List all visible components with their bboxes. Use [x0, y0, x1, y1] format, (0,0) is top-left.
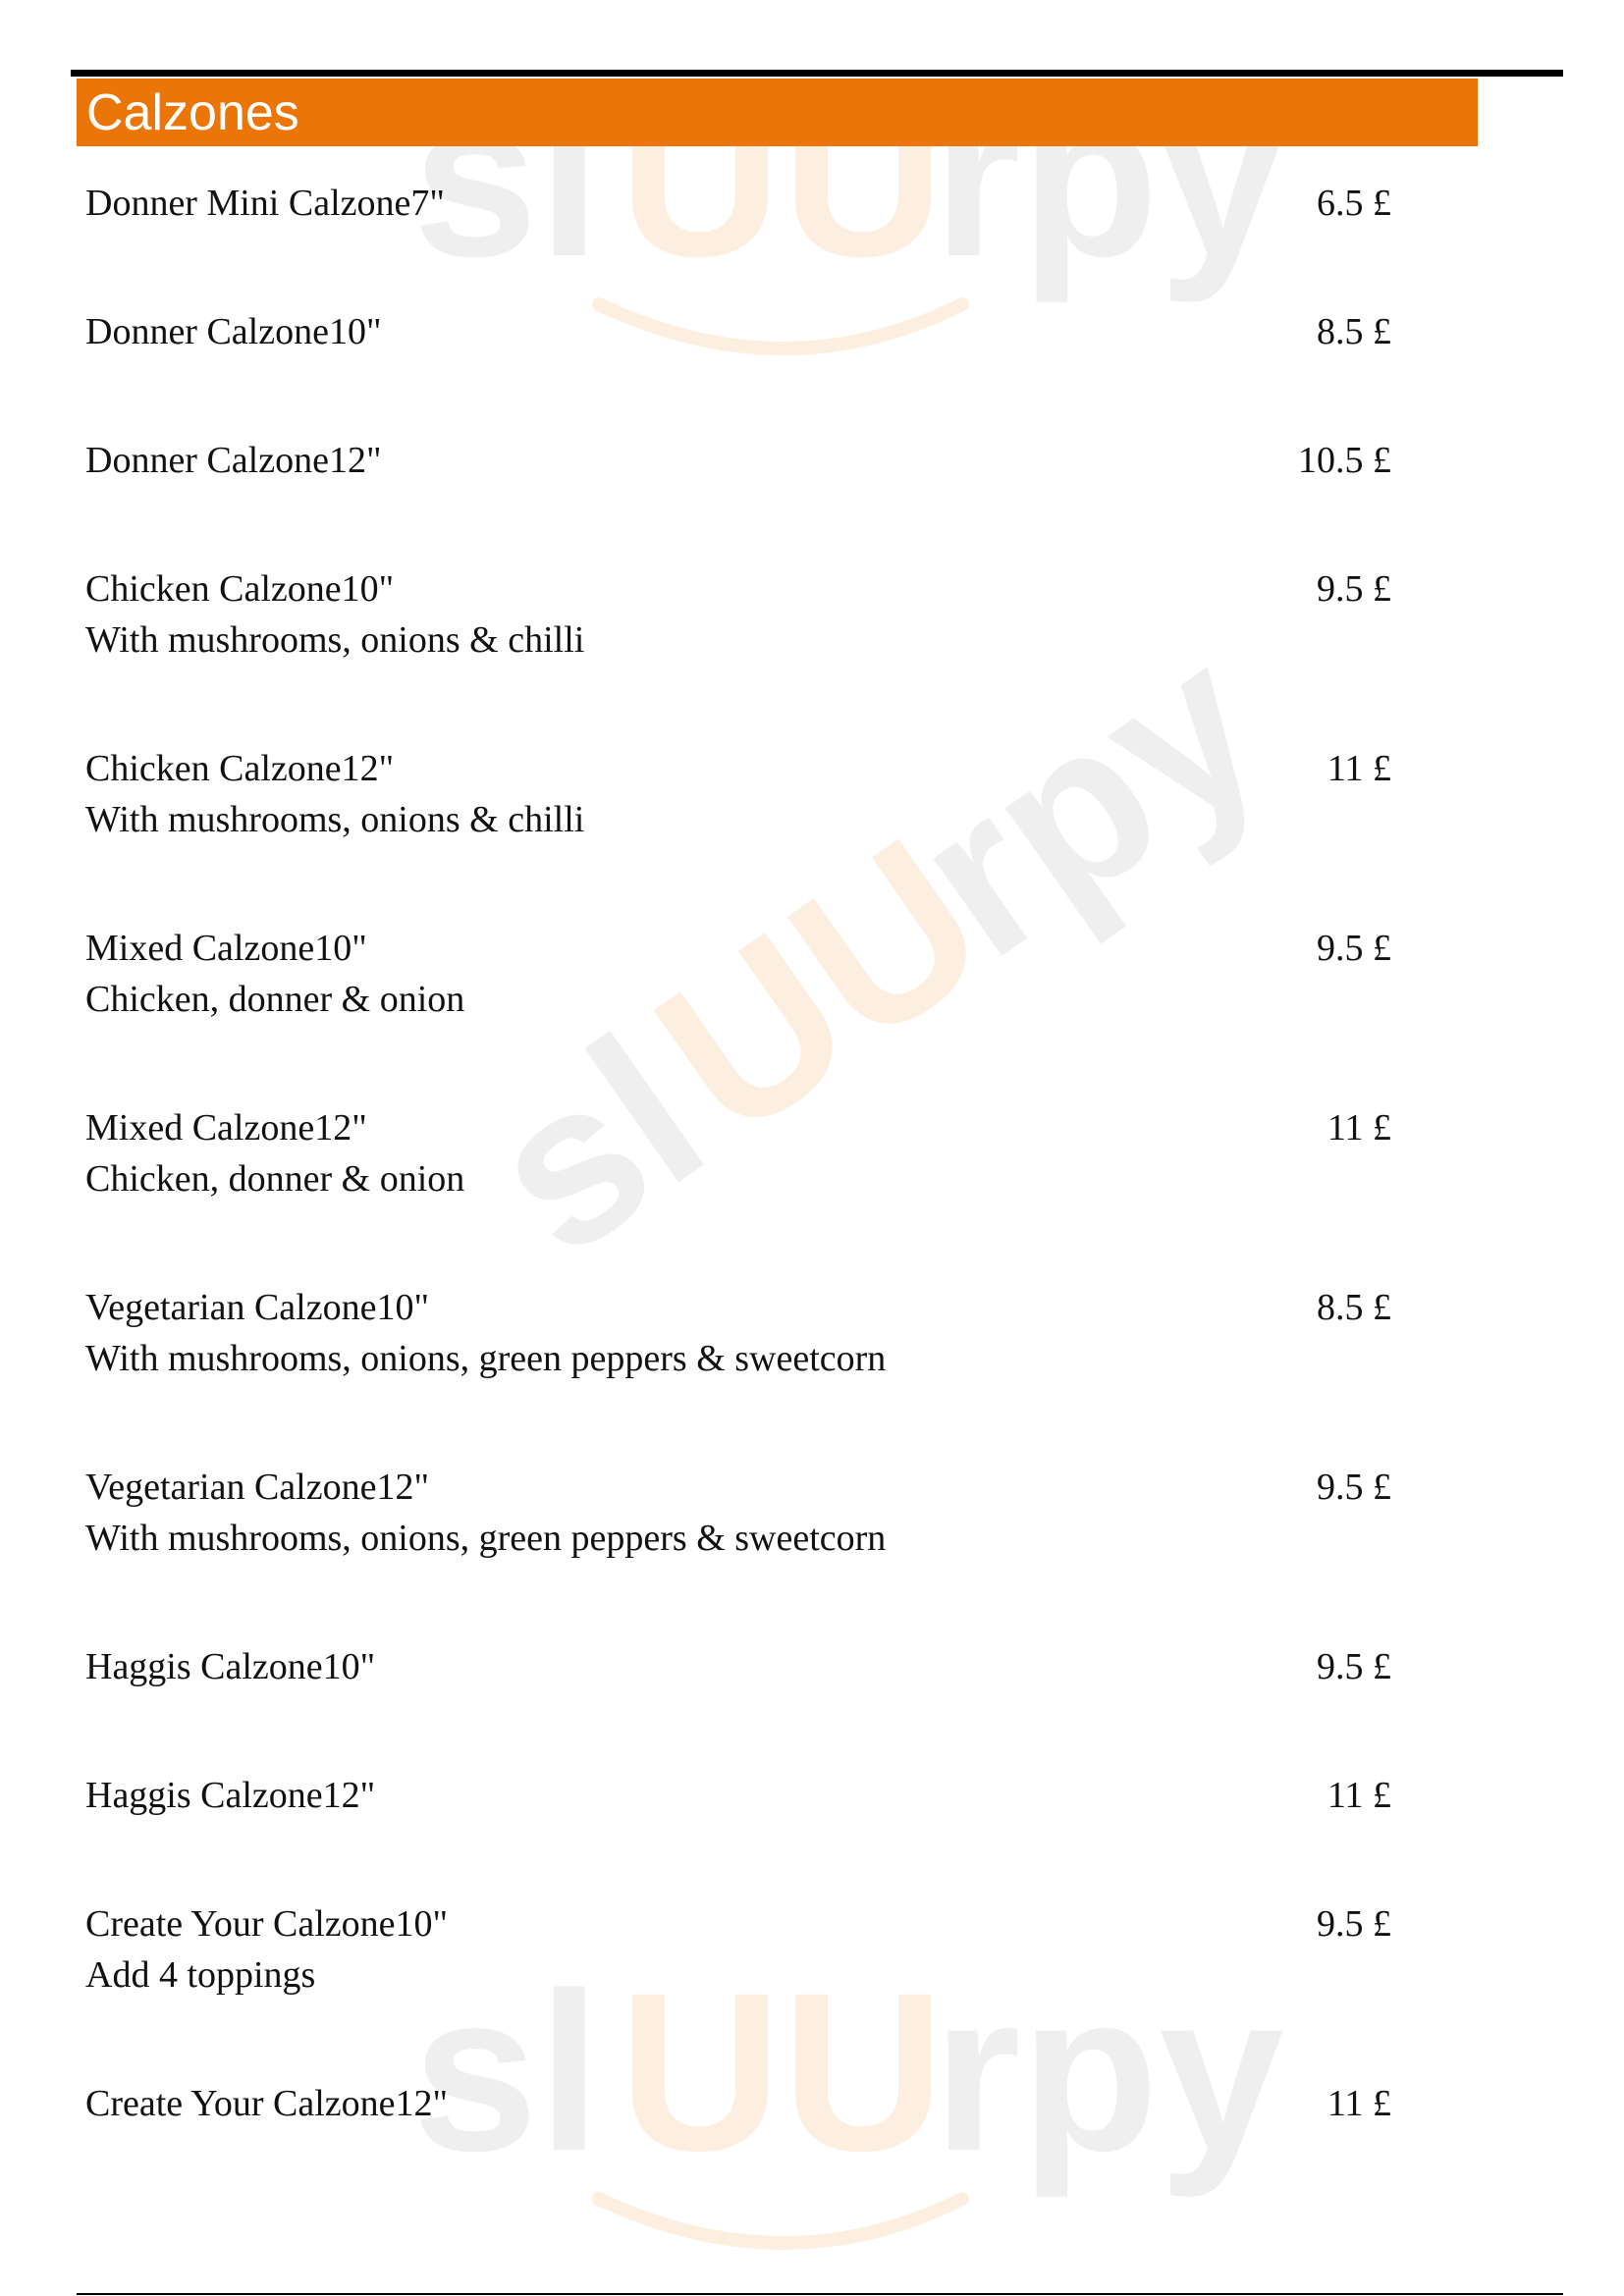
svg-text:UU: UU	[619, 1946, 946, 2198]
menu-item	[85, 746, 1391, 854]
menu-item	[85, 1465, 1391, 1573]
item-name: Vegetarian Calzone12"	[85, 1467, 429, 1508]
item-price: 11 £	[1326, 1107, 1391, 1148]
item-name: Haggis Calzone12"	[85, 1775, 376, 1816]
menu-item	[85, 566, 1391, 674]
item-price: 11 £	[1326, 2083, 1391, 2124]
svg-text:rpy: rpy	[933, 51, 1284, 303]
section-header	[77, 79, 1478, 146]
item-name: Donner Mini Calzone7"	[85, 183, 445, 224]
menu-item	[85, 2081, 1391, 2189]
menu-item	[85, 1285, 1391, 1393]
item-description: With mushrooms, onions & chilli	[85, 799, 585, 840]
menu-item	[85, 1644, 1391, 1752]
item-name: Donner Calzone10"	[85, 311, 382, 352]
item-price: 10.5 £	[1298, 440, 1391, 481]
svg-text:UU: UU	[619, 51, 946, 303]
svg-text:rpy: rpy	[871, 596, 1305, 1005]
item-description: With mushrooms, onions & chilli	[85, 619, 585, 661]
item-price: 8.5 £	[1317, 311, 1391, 352]
item-description: Chicken, donner & onion	[85, 979, 465, 1020]
menu-item	[85, 926, 1391, 1034]
bottom-divider	[77, 2293, 1563, 2295]
item-name: Chicken Calzone12"	[85, 748, 395, 789]
item-price: 9.5 £	[1317, 1903, 1391, 1945]
svg-text:sl: sl	[412, 1946, 601, 2198]
item-name: Vegetarian Calzone10"	[85, 1287, 429, 1328]
item-description: With mushrooms, onions, green peppers & sweetcorn	[85, 1518, 887, 1559]
item-name: Create Your Calzone12"	[85, 2083, 449, 2124]
item-price: 9.5 £	[1317, 1646, 1391, 1687]
item-price: 8.5 £	[1317, 1287, 1391, 1328]
svg-text:rpy: rpy	[933, 1946, 1284, 2198]
item-name: Mixed Calzone12"	[85, 1107, 367, 1148]
menu-item	[85, 1901, 1391, 2009]
menu-item	[85, 438, 1391, 546]
menu-item	[85, 181, 1391, 289]
item-name: Chicken Calzone10"	[85, 568, 395, 610]
menu-item	[85, 1105, 1391, 1213]
item-price: 9.5 £	[1317, 568, 1391, 610]
item-name: Haggis Calzone10"	[85, 1646, 376, 1687]
item-description: Chicken, donner & onion	[85, 1158, 465, 1200]
svg-text:sl: sl	[445, 988, 745, 1304]
item-description: Add 4 toppings	[85, 1954, 316, 1996]
section-title: Calzones	[86, 84, 299, 141]
menu-item	[85, 309, 1391, 417]
item-description: With mushrooms, onions, green peppers & sweetcorn	[85, 1338, 887, 1379]
item-price: 6.5 £	[1317, 183, 1391, 224]
svg-text:UU: UU	[614, 790, 1027, 1185]
item-name: Mixed Calzone10"	[85, 928, 367, 969]
svg-text:sl: sl	[412, 51, 601, 303]
top-divider	[71, 70, 1563, 77]
item-price: 9.5 £	[1317, 1467, 1391, 1508]
item-name: Create Your Calzone10"	[85, 1903, 449, 1945]
item-price: 11 £	[1326, 1775, 1391, 1816]
item-name: Donner Calzone12"	[85, 440, 382, 481]
item-price: 9.5 £	[1317, 928, 1391, 969]
item-price: 11 £	[1326, 748, 1391, 789]
menu-item	[85, 1773, 1391, 1881]
